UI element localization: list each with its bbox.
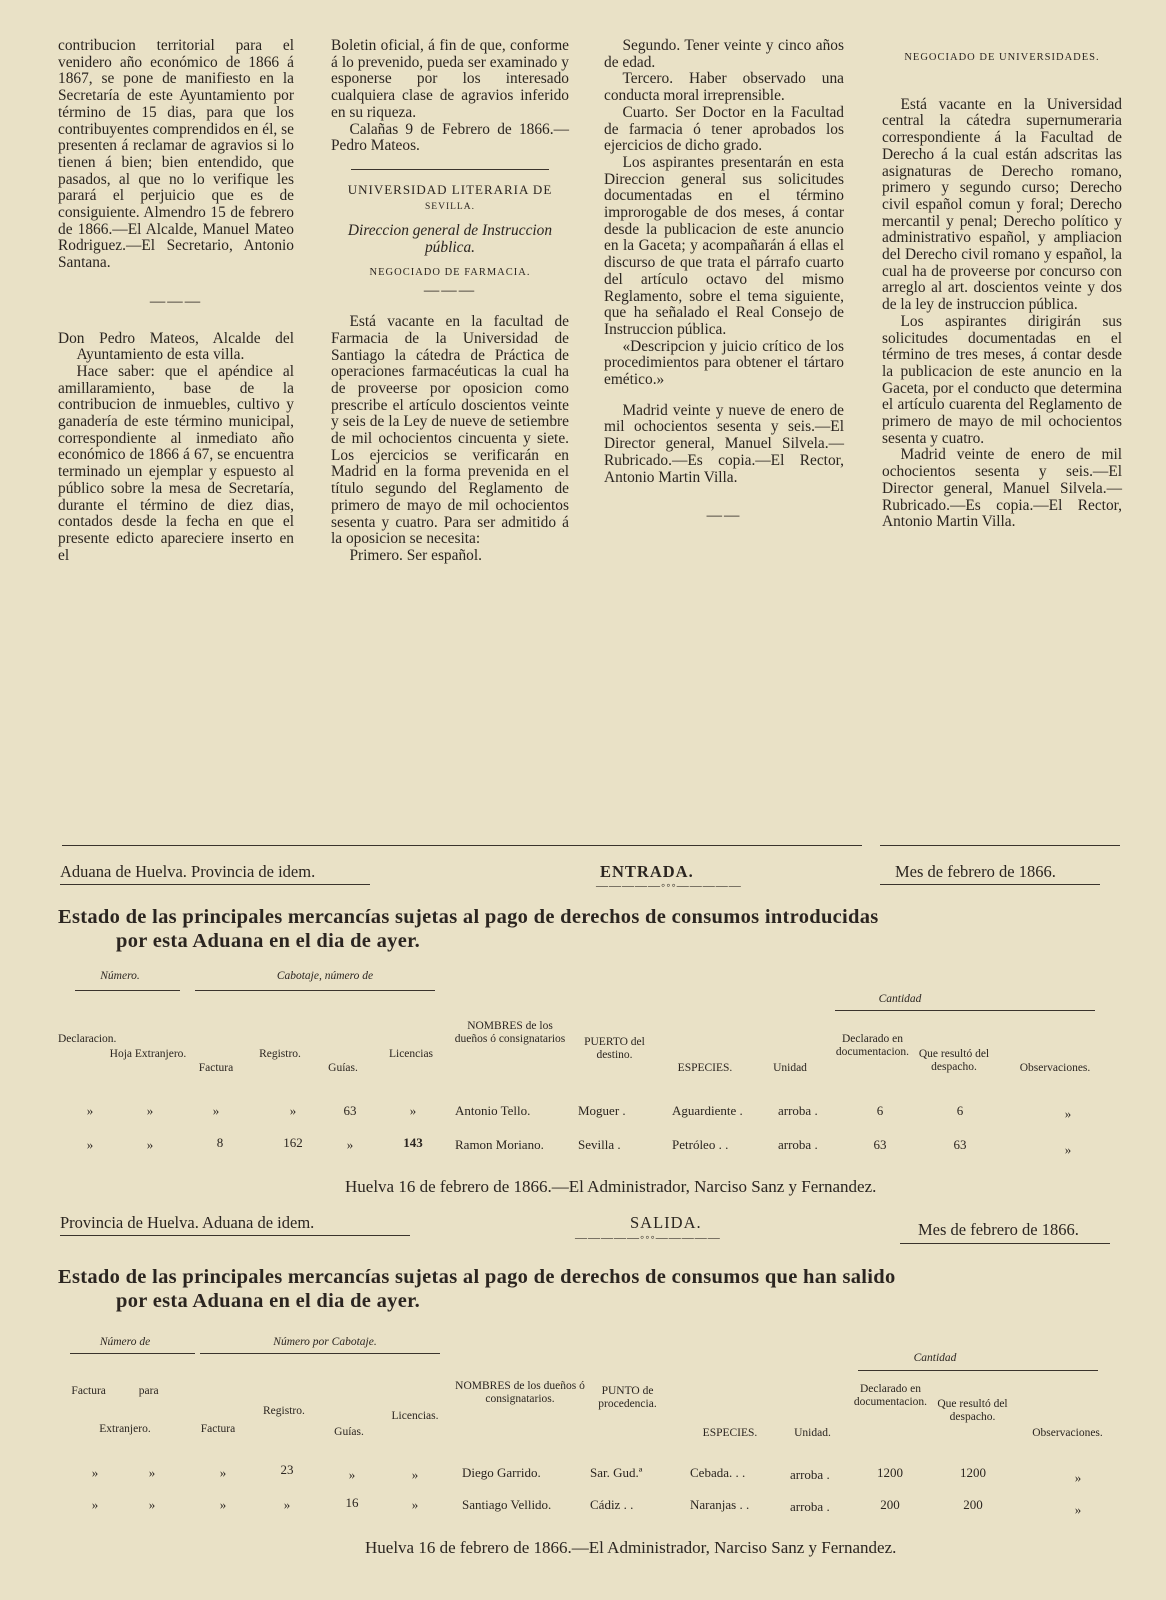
group-rule [195, 990, 435, 991]
cell-especie: Cebada. . . [690, 1465, 746, 1480]
column-4-paragraph: Está vacante en la Universidad central la cátedra supernumeraria correspondiente á la Facultad de Derecho á la cual están adscritas las asignaturas de Derecho romano, primero y segundo curso; Derecho civil español comun y foral; Derecho mercantil y penal; Derecho político y administrativo español, y ampliacion del Derecho civil romano y español, la cual ha de proveerse por concurso con arreglo al art. doscientos veinte y dos de la ley de instruccion pública. [882, 95, 1122, 314]
header-especies: ESPECIES. [702, 1427, 758, 1439]
cell-observaciones: » [1074, 1470, 1082, 1485]
header-factura: Factura [200, 1423, 236, 1435]
column-3-paragraph: Madrid veinte y nueve de enero de mil ochocientos sesenta y seis.—El Director general, Manuel Silvela.—Rubricado.—Es copia.—El Rector, Antonio Martin Villa. [604, 401, 844, 486]
cell-punto: Cádiz . . [590, 1497, 634, 1512]
title-line-1: Estado de las principales mercancías sujetas al pago de derechos de consumos introducidas [58, 906, 879, 928]
column-3-paragraph: Tercero. Haber observado una conducta moral irreprensible. [604, 70, 844, 105]
group-header-numero: Número de [99, 1336, 151, 1348]
cell-guias: » [346, 1137, 354, 1152]
cell-nombre: Ramon Moriano. [455, 1137, 544, 1152]
column-3-paragraph: Los aspirantes presentarán en esta Direccion general sus solicitudes documentadas en el término improrogable de dos meses, á contar desde la publicacion de este anuncio en la Gaceta; y acompañarán á ellas el discurso de que trata el párrafo cuarto del artículo octavo del mismo Reglamento, sobre el tema siguiente, que ha señalado el Real Consejo de Instruccion pública. [604, 153, 844, 338]
column-3-paragraph: Segundo. Tener veinte y cinco años de edad. [604, 37, 844, 71]
entrada-title: ENTRADA. [600, 862, 694, 881]
header-nombres: NOMBRES de los dueños ó consignatarios. [455, 1380, 585, 1405]
cell-unidad: arroba . [778, 1103, 818, 1118]
header-licencias: Licencias [388, 1048, 434, 1060]
section-rule [62, 845, 862, 846]
cell-registro: 23 [280, 1462, 294, 1477]
header-unidad: Unidad [773, 1062, 807, 1074]
university-heading: UNIVERSIDAD LITERARIA DE [347, 181, 553, 197]
cell-observaciones: » [1074, 1502, 1082, 1517]
entrada-month: Mes de febrero de 1866. [895, 862, 1056, 881]
cell-puerto: Moguer . [578, 1103, 626, 1118]
title-line-2: por esta Aduana en el dia de ayer. [116, 1290, 421, 1312]
group-rule [858, 1370, 1098, 1371]
cell-nombre: Santiago Vellido. [462, 1497, 552, 1512]
edict-heading: Don Pedro Mateos, Alcalde del Ayuntamiento de esta villa. [58, 329, 294, 364]
salida-month: Mes de febrero de 1866. [918, 1220, 1079, 1239]
salida-left-heading: Provincia de Huelva. Aduana de idem. [60, 1213, 315, 1232]
cell-factura-para: » [91, 1497, 99, 1512]
group-rule [75, 990, 180, 991]
header-factura: Factura [198, 1062, 234, 1074]
header-resulto: Que resultó del despacho. [937, 1398, 1008, 1423]
column-2-paragraph: Boletin oficial, á fin de que, conforme á lo prevenido, pueda ser examinado y esponerse por los interesado cualquiera clase de agravios inferido en su riqueza. [331, 37, 569, 121]
header-guias: Guías. [328, 1062, 358, 1074]
cell-observaciones: » [1064, 1142, 1072, 1157]
cell-puerto: Sevilla . [578, 1137, 621, 1152]
header-unidad: Unidad. [794, 1427, 831, 1439]
header-declarado: Declarado en documentacion. [835, 1033, 910, 1058]
salida-title: SALIDA. [630, 1213, 702, 1232]
department-heading: NEGOCIADO DE FARMACIA. [369, 266, 531, 278]
header-declaracion: Declaracion. [58, 1033, 117, 1045]
department-heading: NEGOCIADO DE UNIVERSIDADES. [904, 52, 1100, 63]
title-line-1: Estado de las principales mercancías sujetas al pago de derechos de consumos que han salido [58, 1266, 896, 1288]
header-registro: Registro. [263, 1405, 305, 1417]
heading-underline [60, 884, 370, 885]
column-1-paragraph: contribucion territorial para el venidero año económico de 1866 á 1867, se pone de manifiesto en la Secretaría de este Ayuntamiento por término de 15 dias, para que los contribuyentes comprendidos en él, se presenten á reclamar de agravios si lo tienen á bien; bien entendido, que pasados, al que no lo verifique les parará el perjuicio que es de consiguiente. Almendro 15 de febrero de 1866.—El Alcalde, Manuel Mateo Rodriguez.—El Secretario, Antonio Santana. [58, 37, 294, 272]
heading-ornament: —————◦◦◦————— [596, 878, 742, 892]
column-4 [882, 38, 1122, 838]
cell-licencias: 143 [403, 1135, 423, 1150]
cell-guias: » [348, 1467, 356, 1482]
column-2-paragraph: Está vacante en la facultad de Farmacia de la Universidad de Santiago la cátedra de Práctica de operaciones farmacéuticas la cual ha de proveerse por oposicion como prescribe el artículo doscientos veinte y seis de la Ley de nueve de setiembre de mil ochocientos cincuenta y siete. Los ejercicios se verificarán en Madrid en la forma prevenida en el título segundo del Reglamento de primero de mayo de mil ochocientos sesenta y cuatro. Para ser admitido á la oposicion se necesita: [331, 313, 569, 548]
heading-underline [880, 884, 1100, 885]
group-header-cabotaje: Número por Cabotaje. [273, 1336, 377, 1348]
cell-factura: » [219, 1465, 227, 1480]
column-2 [331, 38, 569, 838]
cell-factura: » [212, 1103, 220, 1118]
header-guias: Guías. [334, 1426, 364, 1438]
cell-licencias: » [409, 1103, 417, 1118]
group-rule [70, 1353, 195, 1354]
title-line-2: por esta Aduana en el dia de ayer. [116, 930, 421, 952]
cell-observaciones: » [1064, 1106, 1072, 1121]
cell-extranjero: » [148, 1497, 156, 1512]
university-city: SEVILLA. [425, 201, 475, 212]
cell-extranjero: » [148, 1465, 156, 1480]
header-resulto: Que resultó del despacho. [918, 1048, 990, 1073]
cell-hoja: » [146, 1137, 154, 1152]
heading-underline [900, 1243, 1110, 1244]
separator: ——— [423, 282, 477, 300]
cell-registro: » [283, 1497, 291, 1512]
divider [351, 169, 549, 170]
column-2-paragraph: Primero. Ser español. [349, 546, 482, 564]
cell-declaracion: » [86, 1103, 94, 1118]
header-puerto: PUERTO del destino. [584, 1036, 645, 1061]
entrada-statement-title [58, 905, 1118, 953]
cell-unidad: arroba . [790, 1499, 830, 1514]
cell-declaracion: » [86, 1137, 94, 1152]
header-especies: ESPECIES. [677, 1062, 733, 1074]
cell-declarado: 200 [880, 1497, 900, 1512]
cell-hoja: » [146, 1103, 154, 1118]
cell-unidad: arroba . [778, 1137, 818, 1152]
cell-declarado: 63 [873, 1137, 887, 1152]
header-nombres: NOMBRES de los dueños ó consignatarios [454, 1020, 566, 1045]
heading-underline [60, 1235, 410, 1236]
cell-resulto: 1200 [960, 1465, 986, 1480]
column-3-paragraph: «Descripcion y juicio crítico de los procedimientos para obtener el tártaro emético.» [604, 337, 844, 389]
section-rule [880, 845, 1120, 846]
entrada-left-heading: Aduana de Huelva. Provincia de idem. [60, 862, 316, 881]
direction-heading: Direccion general de Instruccion pública. [347, 222, 553, 257]
group-rule [835, 1010, 1095, 1011]
cell-guias: 16 [345, 1495, 359, 1510]
cell-unidad: arroba . [790, 1467, 830, 1482]
cell-licencias: » [411, 1467, 419, 1482]
header-declarado: Declarado en documentacion. [853, 1383, 928, 1408]
cell-declarado: 6 [876, 1103, 884, 1118]
cell-punto: Sar. Gud.ª [590, 1465, 643, 1480]
cell-registro: » [289, 1103, 297, 1118]
group-header-cantidad: Cantidad [913, 1352, 957, 1364]
cell-factura-para: » [91, 1465, 99, 1480]
separator: ——— [149, 292, 203, 310]
cell-resulto: 6 [956, 1103, 964, 1118]
cell-registro: 162 [283, 1135, 303, 1150]
salida-statement-title [58, 1265, 1118, 1313]
group-header-numero: Número. [100, 970, 140, 982]
column-3-paragraph: Cuarto. Ser Doctor en la Facultad de farmacia ó tener aprobados los ejercicios de dicho grado. [604, 103, 844, 155]
column-2-paragraph: Calañas 9 de Febrero de 1866.—Pedro Mateos. [331, 120, 569, 155]
cell-declarado: 1200 [877, 1465, 903, 1480]
cell-resulto: 63 [953, 1137, 967, 1152]
cell-resulto: 200 [963, 1497, 983, 1512]
cell-especie: Aguardiente . [672, 1103, 743, 1118]
header-registro: Registro. [259, 1048, 301, 1060]
header-hoja: Hoja Extranjero. [109, 1048, 187, 1060]
header-licencias: Licencias. [391, 1410, 439, 1422]
cell-guias: 63 [343, 1103, 357, 1118]
heading-ornament: —————◦◦◦————— [575, 1230, 721, 1244]
column-4-paragraph: Los aspirantes dirigirán sus solicitudes documentadas en el término de tres meses, á contar desde la publicacion de este anuncio en la Gaceta, por el conducto que determina el artículo cuarenta del Reglamento de primero de mayo de mil ochocientos sesenta y cuatro. [882, 312, 1122, 447]
column-3 [604, 38, 844, 838]
entrada-footer: Huelva 16 de febrero de 1866.—El Administrador, Narciso Sanz y Fernandez. [345, 1177, 877, 1196]
cell-especie: Naranjas . . [690, 1497, 750, 1512]
header-factura-para: Factura para [71, 1385, 159, 1397]
column-1 [58, 38, 294, 838]
header-observaciones: Observaciones. [1019, 1062, 1091, 1074]
header-extranjero: Extranjero. [99, 1423, 151, 1435]
cell-licencias: » [411, 1497, 419, 1512]
separator: —— [706, 507, 742, 525]
cell-factura: » [219, 1497, 227, 1512]
group-header-cantidad: Cantidad [878, 993, 922, 1005]
cell-especie: Petróleo . . [672, 1137, 729, 1152]
cell-nombre: Diego Garrido. [462, 1465, 541, 1480]
header-punto: PUNTO de procedencia. [598, 1385, 657, 1410]
cell-nombre: Antonio Tello. [455, 1103, 531, 1118]
salida-footer: Huelva 16 de febrero de 1866.—El Administrador, Narciso Sanz y Fernandez. [365, 1538, 897, 1557]
column-4-paragraph: Madrid veinte de enero de mil ochocientos sesenta y seis.—El Director general, Manuel Silvela.—Rubricado.—Es copia.—El Rector, Antonio Martin Villa. [882, 446, 1122, 531]
group-rule [200, 1353, 440, 1354]
cell-factura: 8 [216, 1135, 224, 1150]
group-header-cabotaje: Cabotaje, número de [276, 970, 374, 982]
header-observaciones: Observaciones. [1032, 1427, 1103, 1439]
column-1-paragraph: Hace saber: que el apéndice al amillaramiento, base de la contribucion de inmuebles, cultivo y ganadería de este término municipal, correspondiente al inmediato año económico de 1866 á 67, se encuentra terminado un ejemplar y espuesto al público sobre la mesa de Secretaría, durante el término de diez dias, contados desde la fecha en que el presente edicto apareciere inserto en el [58, 362, 294, 564]
